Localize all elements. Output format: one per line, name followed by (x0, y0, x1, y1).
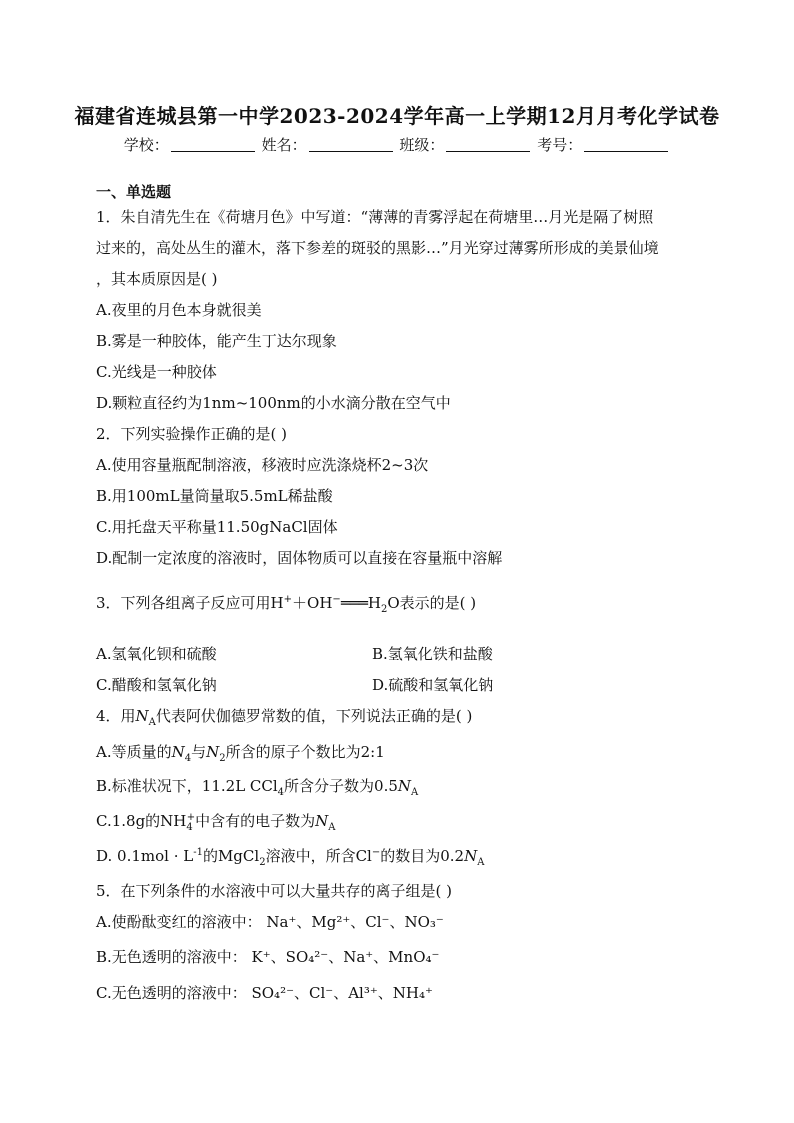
q4-option-d (96, 845, 484, 868)
q1-stem-line1: 1．朱自清先生在《荷塘月色》中写道：“薄薄的青雾浮起在荷塘里…月光是隔了树照 (96, 208, 654, 226)
q4-b-n: N (397, 777, 412, 795)
section-heading: 一、单选题 (96, 183, 172, 201)
class-label: 班级： (399, 136, 445, 154)
q4-d-n: N (464, 847, 478, 865)
q4-a-n-2: N (206, 743, 220, 761)
q4-option-b (96, 775, 418, 798)
q4-d-mid3: 的数目为0.2 (380, 847, 465, 865)
q3-stem-post: O表示的是( ) (387, 594, 477, 612)
q3-stem (96, 592, 476, 615)
q4-d-mid2: 溶液中，所含Cl (265, 847, 372, 865)
q4-b-mid: 所含分子数为0.5 (284, 777, 398, 795)
q1-option-b: B.雾是一种胶体，能产生丁达尔现象 (96, 332, 337, 350)
q4-d-sup: -1 (193, 847, 203, 858)
q4-a-n4: 4 (184, 753, 192, 764)
q4-stem (96, 705, 472, 728)
q4-stem-post: 代表阿伏伽德罗常数的值，下列说法正确的是( ) (155, 707, 473, 725)
q1-option-d: D.颗粒直径约为1nm~100nm的小水滴分散在空气中 (96, 394, 451, 412)
q2-option-c: C.用托盘天平称量11.50gNaCl固体 (96, 518, 338, 536)
page-title: 福建省连城县第一中学2023-2024学年高一上学期12月月考化学试卷 (74, 104, 720, 128)
q4-stem-pre: 4．用 (96, 707, 136, 725)
q3-stem-sub: 2 (381, 604, 388, 615)
school-label: 学校： (123, 136, 169, 154)
q5-option-b: B.无色透明的溶液中： K⁺、SO₄²⁻、Na⁺、MnO₄⁻ (96, 948, 440, 966)
name-label: 姓名： (261, 136, 307, 154)
q3-stem-mid: ＋OH (292, 594, 333, 612)
q1-stem-line3: ，其本质原因是( ) (96, 270, 218, 288)
q4-a-mid: 与 (191, 743, 207, 761)
q2-option-a: A.使用容量瓶配制溶液，移液时应洗涤烧杯2~3次 (96, 456, 429, 474)
q4-d-sub: 2 (259, 857, 266, 868)
name-blank[interactable] (309, 151, 393, 152)
q5-stem: 5．在下列条件的水溶液中可以大量共存的离子组是( ) (96, 882, 453, 900)
class-blank[interactable] (446, 151, 530, 152)
q4-c-sub: 4 (186, 822, 193, 833)
q4-b-pre: B.标准状况下，11.2L CCl (96, 777, 278, 795)
q4-a-n2: 2 (219, 753, 226, 764)
q4-option-c (96, 810, 336, 833)
q4-option-a (96, 741, 385, 764)
q2-stem: 2．下列实验操作正确的是( ) (96, 425, 288, 443)
q1-option-c: C.光线是一种胶体 (96, 363, 217, 381)
q4-c-sup: + (186, 812, 196, 823)
q3-stem-sup1: + (283, 594, 293, 605)
q4-a-post: 所含的原子个数比为2:1 (225, 743, 385, 761)
q3-stem-eq: ═══H (340, 594, 381, 612)
school-blank[interactable] (171, 151, 255, 152)
q4-b-sub: 4 (277, 787, 285, 798)
q4-a-n: N (171, 743, 185, 761)
q5-option-c: C.无色透明的溶液中： SO₄²⁻、Cl⁻、Al³⁺、NH₄⁺ (96, 984, 433, 1002)
q3-stem-pre: 3．下列各组离子反应可用H (96, 594, 284, 612)
q4-c-pre: C.1.8g的NH (96, 812, 187, 830)
number-label: 考号： (537, 136, 583, 154)
q4-d-pre: D. 0.1mol · L (96, 847, 194, 865)
q3-option-b: B.氢氧化铁和盐酸 (372, 645, 493, 663)
student-info-row (0, 134, 794, 155)
q4-d-a: A (477, 857, 485, 868)
q2-option-d: D.配制一定浓度的溶液时，固体物质可以直接在容量瓶中溶解 (96, 549, 503, 567)
q4-d-sup2: − (371, 847, 381, 858)
q4-d-mid1: 的MgCl (202, 847, 260, 865)
q3-option-a: A.氢氧化钡和硫酸 (96, 645, 217, 663)
q3-option-c: C.醋酸和氢氧化钠 (96, 676, 217, 694)
q4-c-a: A (328, 822, 336, 833)
q2-option-b: B.用100mL量筒量取5.5mL稀盐酸 (96, 487, 333, 505)
q1-option-a: A.夜里的月色本身就很美 (96, 301, 262, 319)
q4-stem-n: N (135, 707, 149, 725)
q4-b-a: A (411, 787, 419, 798)
q3-option-d: D.硫酸和氢氧化钠 (372, 676, 494, 694)
q4-stem-a: A (148, 717, 156, 728)
q4-a-pre: A.等质量的 (96, 743, 172, 761)
number-blank[interactable] (584, 151, 668, 152)
q4-c-mid: 中含有的电子数为 (195, 812, 316, 830)
q4-c-n: N (315, 812, 329, 830)
q5-option-a: A.使酚酞变红的溶液中： Na⁺、Mg²⁺、Cl⁻、NO₃⁻ (96, 913, 444, 931)
q3-stem-sup2: − (332, 594, 341, 605)
q1-stem-line2: 过来的，高处丛生的灌木，落下参差的斑驳的黑影…”月光穿过薄雾所形成的美景仙境 (96, 239, 659, 257)
